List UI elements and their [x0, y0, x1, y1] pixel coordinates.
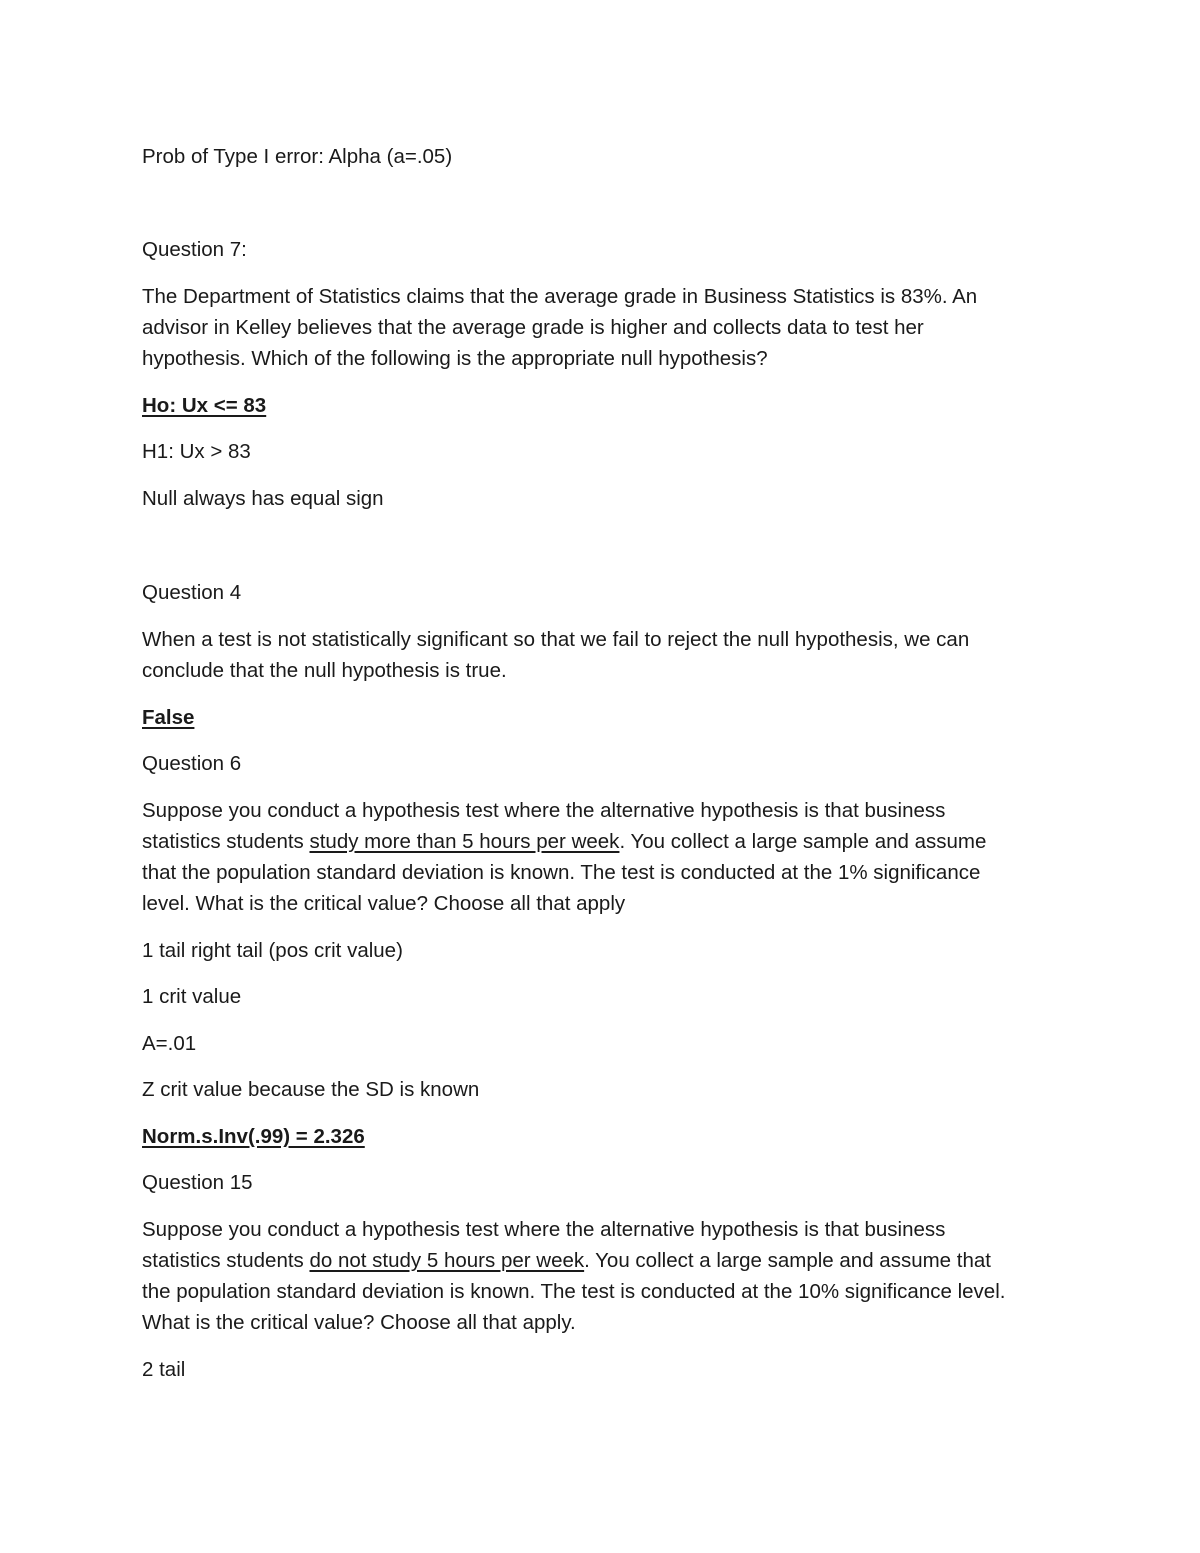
question-7-text-line: hypothesis. Which of the following is the appropriate null hypothesis? — [142, 347, 768, 370]
question-7-alternative: H1: Ux > 83 — [142, 440, 251, 463]
question-15-heading: Question 15 — [142, 1171, 253, 1194]
question-15-text-line: Suppose you conduct a hypothesis test where the alternative hypothesis is that business — [142, 1218, 946, 1241]
question-15-text-segment: . You collect a large sample and assume that — [584, 1249, 991, 1272]
question-6-heading: Question 6 — [142, 752, 242, 775]
question-6-note: 1 tail right tail (pos crit value) — [142, 939, 403, 962]
question-6-note: Z crit value because the SD is known — [142, 1078, 480, 1101]
question-6-note: A=.01 — [142, 1032, 197, 1055]
question-4-text-line: When a test is not statistically significant so that we fail to reject the null hypothesis, we can — [142, 628, 970, 651]
question-4-heading: Question 4 — [142, 581, 242, 604]
question-15-text-line: the population standard deviation is known. The test is conducted at the 10% significance level. — [142, 1280, 1006, 1303]
question-15-underlined-phrase: do not study 5 hours per week — [309, 1249, 585, 1272]
question-6-text-line — [142, 826, 986, 857]
question-6-answer: Norm.s.Inv(.99) = 2.326 — [142, 1125, 365, 1148]
question-6-text-line: level. What is the critical value? Choose all that apply — [142, 892, 626, 915]
question-4-text-line: conclude that the null hypothesis is true. — [142, 659, 507, 682]
question-15-note: 2 tail — [142, 1358, 186, 1381]
question-15-text-line — [142, 1245, 991, 1276]
question-7-text-line: The Department of Statistics claims that the average grade in Business Statistics is 83%. An — [142, 285, 978, 308]
alpha-note: Prob of Type I error: Alpha (a=.05) — [142, 145, 453, 168]
question-15-text-segment: statistics students — [142, 1249, 310, 1272]
question-6-underlined-phrase: study more than 5 hours per week — [309, 830, 620, 853]
question-6-text-line: that the population standard deviation is known. The test is conducted at the 1% significance — [142, 861, 981, 884]
question-7-text-line: advisor in Kelley believes that the average grade is higher and collects data to test her — [142, 316, 924, 339]
question-15-text-line: What is the critical value? Choose all that apply. — [142, 1311, 576, 1334]
question-7-answer: Ho: Ux <= 83 — [142, 394, 267, 417]
question-6-text-segment: . You collect a large sample and assume — [619, 830, 987, 853]
question-6-note: 1 crit value — [142, 985, 242, 1008]
question-7-note: Null always has equal sign — [142, 487, 384, 510]
question-6-text-segment: statistics students — [142, 830, 310, 853]
question-4-answer: False — [142, 706, 195, 729]
question-7-heading: Question 7: — [142, 238, 247, 261]
question-6-text-line: Suppose you conduct a hypothesis test where the alternative hypothesis is that business — [142, 799, 946, 822]
